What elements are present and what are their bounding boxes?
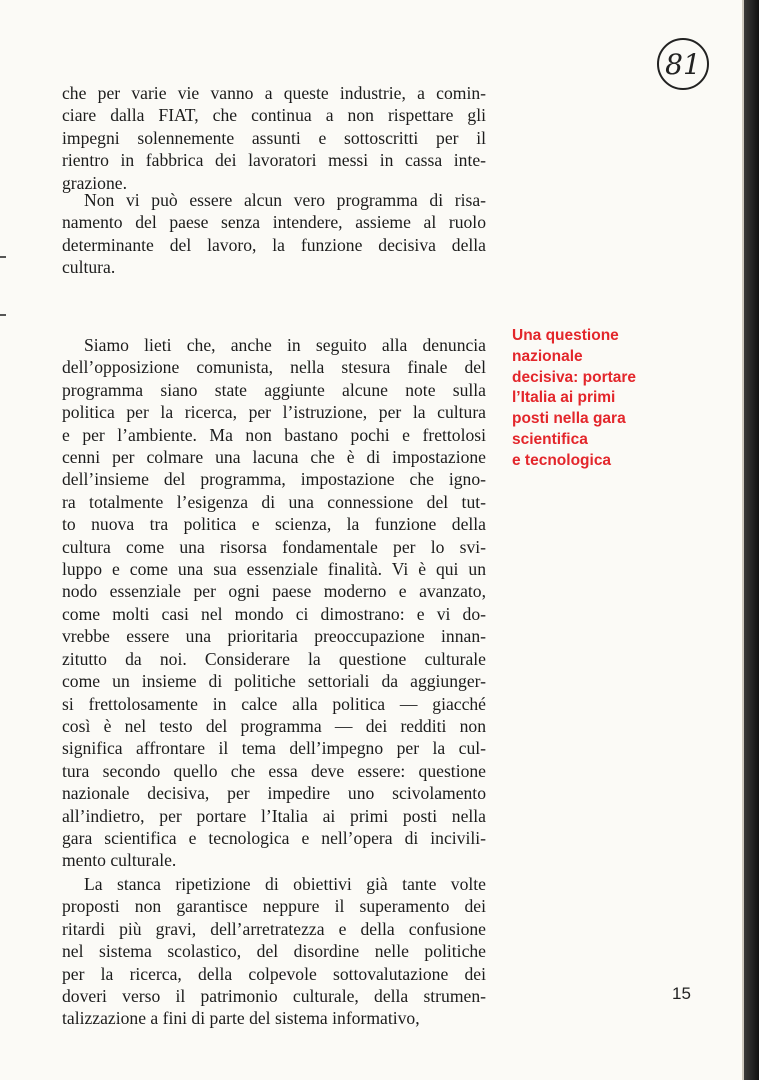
text-line: ritardi più gravi, dell’arretratezza e della confusione xyxy=(62,918,486,939)
sidebar-line: posti nella gara xyxy=(512,410,626,428)
handwritten-page-stamp xyxy=(654,34,712,94)
text-line: Siamo lieti che, anche in seguito alla denuncia xyxy=(84,335,486,355)
svg-text:81: 81 xyxy=(665,48,701,81)
text-line: luppo e come una sua essenziale finalità. Vi è qui un xyxy=(62,559,486,580)
text-line: ciare dalla FIAT, che continua a non rispettare gli xyxy=(62,105,486,126)
text-line: doveri verso il patrimonio culturale, della strumen- xyxy=(62,986,486,1007)
text-line: dell’opposizione comunista, nella stesura finale del xyxy=(62,357,486,378)
text-line: significa affrontare il tema dell’impegno per la cul- xyxy=(62,738,486,759)
text-line: come un insieme di politiche settoriali da aggiunger- xyxy=(62,671,486,692)
text-line: nazionale decisiva, per impedire uno scivolamento xyxy=(62,783,486,804)
sidebar-line: Una questione xyxy=(512,327,619,344)
text-line: Non vi può essere alcun vero programma di risa- xyxy=(84,190,486,210)
text-line: nel sistema scolastico, del disordine nelle politiche xyxy=(62,941,486,962)
text-line: come molti casi nel mondo ci dimostrano: e vi do- xyxy=(62,603,486,624)
sidebar-line: l’Italia ai primi xyxy=(512,389,616,407)
text-line: si frettolosamente in calce alla politica — giacché xyxy=(62,693,486,714)
text-line: programma siano state aggiunte alcune note sulla xyxy=(62,379,486,400)
text-line: nodo essenziale per ogni paese moderno e avanzato, xyxy=(62,581,486,602)
page-number: 15 xyxy=(672,984,691,1003)
text-line: che per varie vie vanno a queste industrie, a comin- xyxy=(62,83,486,103)
text-line: proposti non garantisce neppure il superamento dei xyxy=(62,896,486,917)
sidebar-line: decisiva: portare xyxy=(512,368,637,386)
text-line: La stanca ripetizione di obiettivi già tante volte xyxy=(84,874,486,894)
text-line: to nuova tra politica e scienza, la funzione della xyxy=(62,514,486,535)
text-line: namento del paese senza intendere, assieme al ruolo xyxy=(62,212,486,233)
binding-edge xyxy=(744,0,759,1080)
text-line: all’indietro, per portare l’Italia ai primi posti nella xyxy=(62,805,486,826)
text-line: determinante del lavoro, la funzione decisiva della xyxy=(62,234,486,255)
text-line: cultura. xyxy=(62,257,116,278)
text-line: dell’insieme del programma, impostazione che igno- xyxy=(62,469,486,490)
text-line: grazione. xyxy=(62,172,127,193)
text-line: politica per la ricerca, per l’istruzione, per la cultura xyxy=(62,402,486,423)
text-line: per la ricerca, della colpevole sottovalutazione dei xyxy=(62,963,486,984)
paragraph-2 xyxy=(62,189,486,279)
text-line: vrebbe essere una prioritaria preoccupazione innan- xyxy=(62,626,486,647)
paragraph-4 xyxy=(62,873,486,1030)
text-line: talizzazione a fini di parte del sistema informativo, xyxy=(62,1008,420,1029)
text-line: gara scientifica e tecnologica e nell’opera di incivili- xyxy=(62,827,486,848)
sidebar-line: scientifica xyxy=(512,430,588,448)
sidebar-line: e tecnologica xyxy=(512,451,612,469)
paragraph-1 xyxy=(62,82,486,194)
margin-mark xyxy=(0,314,6,316)
text-line: così è nel testo del programma — dei redditi non xyxy=(62,715,486,736)
text-line: tura secondo quello che essa deve essere: questione xyxy=(62,760,486,781)
text-line: impegni solennemente assunti e sottoscritti per il xyxy=(62,127,486,148)
text-line: e per l’ambiente. Ma non bastano pochi e frettolosi xyxy=(62,424,486,445)
sidebar-line: nazionale xyxy=(512,347,583,365)
text-line: zitutto da noi. Considerare la questione culturale xyxy=(62,648,486,669)
text-line: ra totalmente l’esigenza di una connessione del tut- xyxy=(62,491,486,512)
margin-mark xyxy=(0,256,6,258)
text-line: rientro in fabbrica dei lavoratori messi in cassa inte- xyxy=(62,150,486,171)
text-line: mento culturale. xyxy=(62,850,177,871)
paragraph-3 xyxy=(62,334,486,872)
text-line: cultura come una risorsa fondamentale per lo svi- xyxy=(62,536,486,557)
sidebar-heading xyxy=(512,326,692,472)
text-line: cenni per colmare una lacuna che è di impostazione xyxy=(62,447,486,468)
